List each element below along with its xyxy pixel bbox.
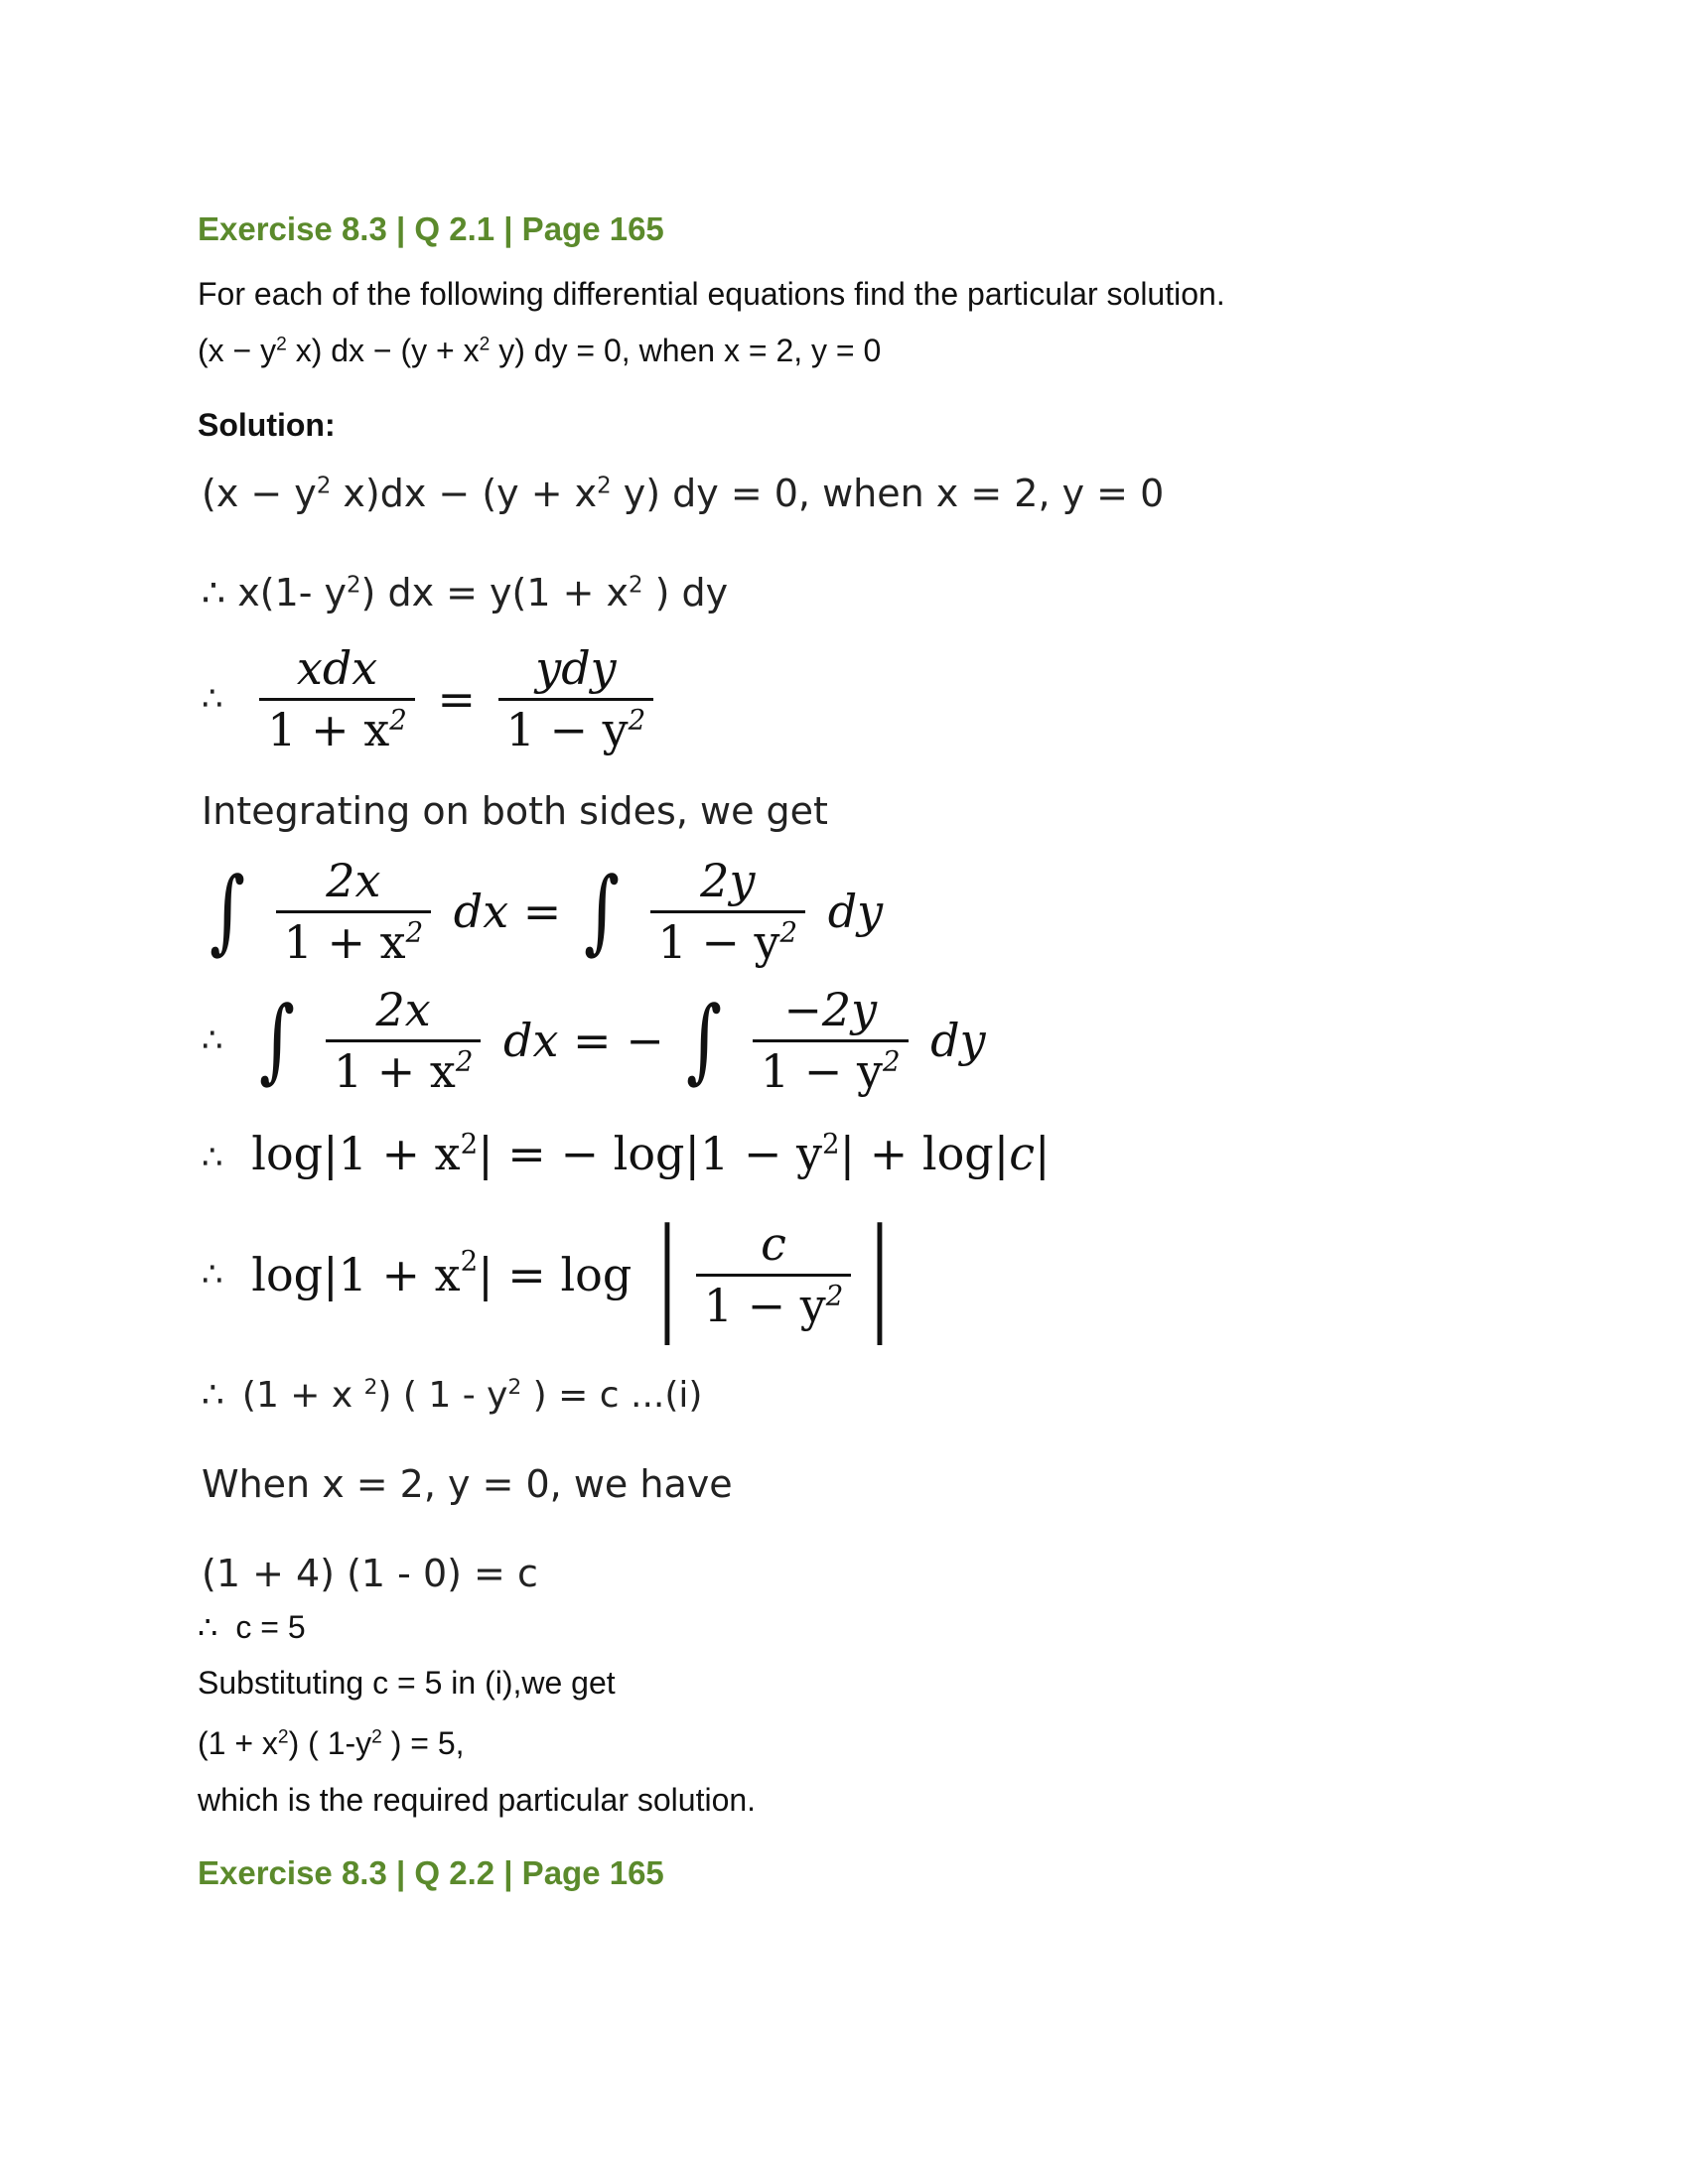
solution-step-8: ∴ $\log|1 + x^2| = \log$ | $\frac{c}{1 - y^2}$ | — [202, 1203, 891, 1346]
therefore-symbol: ∴ — [202, 679, 223, 720]
fraction: $\frac{c}{1 - y^2}$ — [696, 1219, 852, 1330]
integral-symbol: ∫ — [259, 987, 296, 1094]
solution-step-15: which is the required particular solution. — [198, 1782, 757, 1818]
solution-step-10: When x = 2, y = 0, we have — [202, 1462, 733, 1506]
solution-step-1: ($x - y^2$ $x)dx - (y + x^2$ y) dy = 0, when x = 2, y = 0 — [202, 472, 1165, 515]
solution-step-5: ∫ $\frac{2x}{1 + x^2}$ dx = ∫ $\frac{2y}{1 - y^2}$ dy — [209, 854, 884, 969]
therefore-symbol: ∴ — [202, 1021, 223, 1061]
solution-step-14: $(1 + x^2)$ ( $1-y^2$ ) = 5, — [198, 1725, 465, 1761]
solution-step-12: ∴ c = 5 — [198, 1609, 306, 1645]
solution-step-13: Substituting c = 5 in (i),we get — [198, 1665, 616, 1701]
fraction: $\frac{\text{xdx}}{1 + x^2}$ — [259, 643, 415, 754]
integral-symbol: ∫ — [686, 987, 723, 1094]
next-exercise-heading: Exercise 8.3 | Q 2.2 | Page 165 — [198, 1854, 664, 1891]
exercise-heading: Exercise 8.3 | Q 2.1 | Page 165 — [198, 210, 664, 247]
fraction: $\frac{\text{ydy}}{1 - y^2}$ — [498, 643, 654, 754]
fraction: $\frac{-2y}{1 - y^2}$ — [753, 985, 909, 1096]
solution-step-2: ∴ x(1- $y^2$) dx = $y(1 + x^2$ ) dy — [202, 571, 729, 614]
integral-symbol: ∫ — [583, 858, 620, 965]
fraction: $\frac{2y}{1 - y^2}$ — [650, 856, 806, 967]
solution-step-3: ∴ $\frac{\text{xdx}}{1 + x^2}$ = $\frac{\text{ydy}}{1 - y^2}$ — [202, 643, 661, 754]
solution-step-9: ∴ (1 + x $^2$) ( $1 - y^2$ ) = c ...(i) — [202, 1375, 703, 1416]
therefore-symbol: ∴ — [202, 1138, 223, 1177]
question-text: For each of the following differential equations find the particular solution. — [198, 276, 1225, 312]
integral-symbol: ∫ — [209, 858, 245, 965]
solution-step-6: ∴ ∫ $\frac{2x}{1 + x^2}$ dx = − ∫ $\frac{-2y}{1 - y^2}$ dy — [202, 983, 986, 1098]
question-equation: ($x - y^2$ x) dx − ($y + x^2$ y) dy = 0, when x = 2, y = 0 — [198, 333, 882, 368]
solution-step-7: ∴ $\log|1 + x^2|$ = − $\log|1 - y^2| + \log|c|$ — [202, 1127, 1051, 1180]
solution-step-11: (1 + 4) (1 - 0) = c — [202, 1552, 538, 1595]
fraction: $\frac{2x}{1 + x^2}$ — [276, 856, 432, 967]
solution-step-4: Integrating on both sides, we get — [202, 789, 828, 833]
fraction: $\frac{2x}{1 + x^2}$ — [326, 985, 482, 1096]
therefore-symbol: ∴ — [202, 1255, 223, 1295]
solution-label: Solution: — [198, 407, 336, 443]
